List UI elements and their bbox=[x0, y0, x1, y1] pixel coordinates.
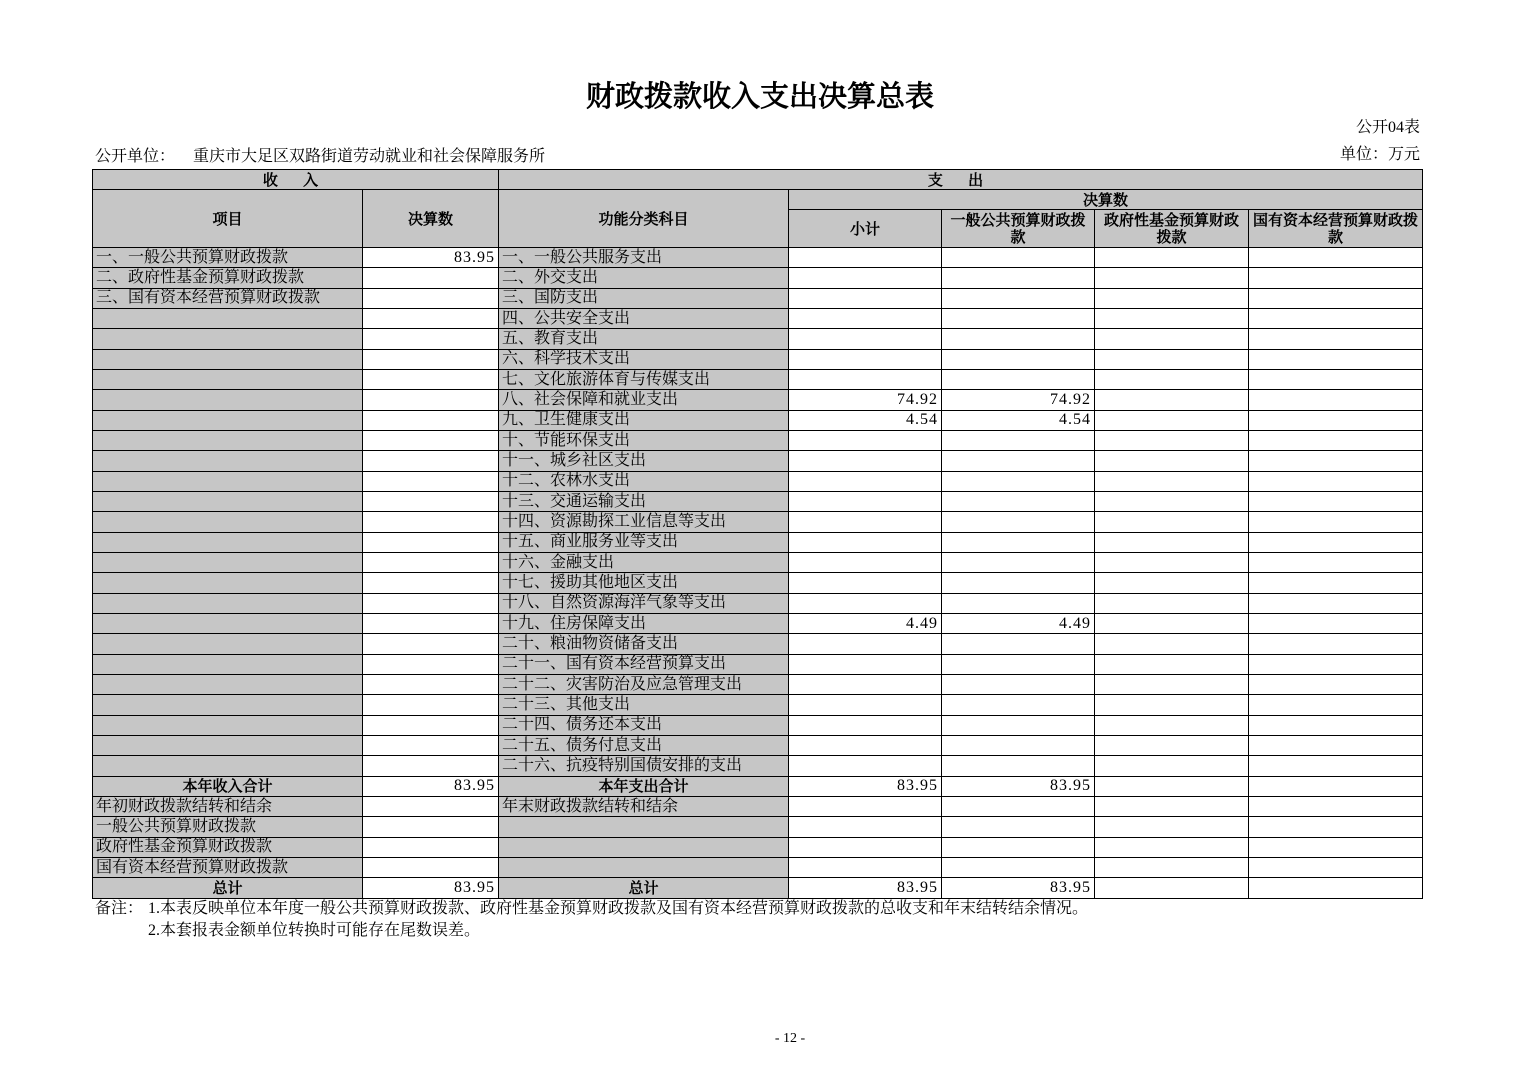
expense-subtotal bbox=[789, 695, 942, 715]
expense-subtotal bbox=[789, 654, 942, 674]
income-amount bbox=[363, 573, 499, 593]
income-total-label: 总计 bbox=[93, 878, 363, 898]
expense-subtotal bbox=[789, 369, 942, 389]
expense-total-label: 总计 bbox=[499, 878, 789, 898]
income-amount bbox=[363, 735, 499, 755]
income-item bbox=[93, 532, 363, 552]
expense-subtotal bbox=[789, 288, 942, 308]
carry-item-value bbox=[1249, 857, 1423, 877]
income-amount bbox=[363, 451, 499, 471]
expense-subtotal bbox=[789, 491, 942, 511]
expense-state bbox=[1249, 552, 1423, 572]
general-header: 一般公共预算财政拨款 bbox=[942, 210, 1095, 248]
table-row bbox=[93, 349, 1423, 369]
income-amount bbox=[363, 613, 499, 633]
page-number: - 12 - bbox=[774, 1031, 806, 1046]
expense-subtotal: 74.92 bbox=[789, 390, 942, 410]
expense-fund bbox=[1095, 613, 1249, 633]
expense-general bbox=[942, 329, 1095, 349]
expense-total-subtotal: 83.95 bbox=[789, 878, 942, 898]
expense-subtotal bbox=[789, 735, 942, 755]
expense-state bbox=[1249, 695, 1423, 715]
expense-state bbox=[1249, 512, 1423, 532]
expense-subtotal bbox=[789, 248, 942, 268]
expense-general bbox=[942, 715, 1095, 735]
expense-general bbox=[942, 512, 1095, 532]
table-row bbox=[93, 695, 1423, 715]
expense-general bbox=[942, 674, 1095, 694]
expense-category: 三、国防支出 bbox=[499, 288, 789, 308]
item-header: 项目 bbox=[93, 190, 363, 248]
expense-fund bbox=[1095, 756, 1249, 776]
income-amount bbox=[363, 756, 499, 776]
expense-fund bbox=[1095, 735, 1249, 755]
income-amount bbox=[363, 674, 499, 694]
table-row bbox=[93, 593, 1423, 613]
income-amount bbox=[363, 308, 499, 328]
expense-general bbox=[942, 695, 1095, 715]
expense-general bbox=[942, 634, 1095, 654]
expense-fund bbox=[1095, 552, 1249, 572]
expense-state bbox=[1249, 471, 1423, 491]
expense-state bbox=[1249, 491, 1423, 511]
income-item bbox=[93, 593, 363, 613]
expense-state bbox=[1249, 654, 1423, 674]
expense-category: 六、科学技术支出 bbox=[499, 349, 789, 369]
income-amount bbox=[363, 695, 499, 715]
unit-name: 重庆市大足区双路街道劳动就业和社会保障服务所 bbox=[193, 148, 546, 165]
expense-general bbox=[942, 654, 1095, 674]
income-amount bbox=[363, 410, 499, 430]
carry-item-value bbox=[789, 837, 942, 857]
expense-category: 二十四、债务还本支出 bbox=[499, 715, 789, 735]
carry-income-amount bbox=[363, 796, 499, 816]
expense-fund bbox=[1095, 532, 1249, 552]
table-row bbox=[93, 329, 1423, 349]
carry-income-label: 年初财政拨款结转和结余 bbox=[93, 796, 363, 816]
table-row bbox=[93, 491, 1423, 511]
expense-fund bbox=[1095, 329, 1249, 349]
expense-general bbox=[942, 532, 1095, 552]
income-total-amount: 83.95 bbox=[363, 878, 499, 898]
expense-category: 十六、金融支出 bbox=[499, 552, 789, 572]
expense-state bbox=[1249, 613, 1423, 633]
table-row bbox=[93, 308, 1423, 328]
income-amount bbox=[363, 512, 499, 532]
expense-general bbox=[942, 430, 1095, 450]
expense-subtotal bbox=[789, 715, 942, 735]
income-item bbox=[93, 349, 363, 369]
expense-fund bbox=[1095, 268, 1249, 288]
income-amount bbox=[363, 715, 499, 735]
carry-over-row bbox=[93, 796, 1423, 816]
currency-unit: 单位：万元 bbox=[1339, 146, 1420, 163]
expense-category: 十八、自然资源海洋气象等支出 bbox=[499, 593, 789, 613]
income-total-label: 本年收入合计 bbox=[93, 776, 363, 796]
expense-total-state bbox=[1249, 878, 1423, 898]
table-row bbox=[93, 512, 1423, 532]
table-row bbox=[93, 369, 1423, 389]
expense-general bbox=[942, 471, 1095, 491]
expense-fund bbox=[1095, 491, 1249, 511]
expense-general bbox=[942, 451, 1095, 471]
page-title: 财政拨款收入支出决算总表 bbox=[585, 81, 934, 113]
table-row bbox=[93, 471, 1423, 491]
carry-item-value bbox=[1095, 817, 1249, 837]
carry-expense-value bbox=[1095, 796, 1249, 816]
expense-category: 十一、城乡社区支出 bbox=[499, 451, 789, 471]
income-amount bbox=[363, 268, 499, 288]
expense-subtotal bbox=[789, 552, 942, 572]
final-group-header: 决算数 bbox=[789, 190, 1423, 210]
carry-over-item-row bbox=[93, 857, 1423, 877]
table-row bbox=[93, 268, 1423, 288]
subtotal-header: 小计 bbox=[789, 210, 942, 248]
income-amount bbox=[363, 349, 499, 369]
income-item bbox=[93, 430, 363, 450]
expense-subtotal bbox=[789, 634, 942, 654]
expense-subtotal bbox=[789, 593, 942, 613]
expense-category: 十九、住房保障支出 bbox=[499, 613, 789, 633]
table-row bbox=[93, 613, 1423, 633]
table-row bbox=[93, 573, 1423, 593]
expense-category: 十三、交通运输支出 bbox=[499, 491, 789, 511]
income-item bbox=[93, 634, 363, 654]
income-item: 一、一般公共预算财政拨款 bbox=[93, 248, 363, 268]
carry-item-value bbox=[1249, 817, 1423, 837]
expense-general bbox=[942, 369, 1095, 389]
expense-fund bbox=[1095, 288, 1249, 308]
expense-fund bbox=[1095, 593, 1249, 613]
expense-fund bbox=[1095, 695, 1249, 715]
income-amount bbox=[363, 471, 499, 491]
income-header: 收 入 bbox=[93, 170, 499, 190]
expense-total-fund bbox=[1095, 776, 1249, 796]
table-row bbox=[93, 390, 1423, 410]
expense-category: 十七、援助其他地区支出 bbox=[499, 573, 789, 593]
expense-fund bbox=[1095, 634, 1249, 654]
carry-item-value bbox=[1249, 837, 1423, 857]
expense-category: 二十一、国有资本经营预算支出 bbox=[499, 654, 789, 674]
expense-state bbox=[1249, 268, 1423, 288]
expense-total-general: 83.95 bbox=[942, 878, 1095, 898]
expense-state bbox=[1249, 430, 1423, 450]
carry-item-category bbox=[499, 837, 789, 857]
unit-label: 公开单位： bbox=[95, 148, 176, 165]
expense-category: 二十五、债务付息支出 bbox=[499, 735, 789, 755]
income-item bbox=[93, 451, 363, 471]
carry-item-value bbox=[789, 857, 942, 877]
expense-fund bbox=[1095, 471, 1249, 491]
table-row bbox=[93, 451, 1423, 471]
expense-general bbox=[942, 268, 1095, 288]
income-item bbox=[93, 674, 363, 694]
table-body bbox=[93, 248, 1423, 899]
expense-category: 八、社会保障和就业支出 bbox=[499, 390, 789, 410]
notes-label: 备注： bbox=[95, 900, 144, 917]
carry-item-value bbox=[1095, 837, 1249, 857]
expense-state bbox=[1249, 410, 1423, 430]
table-row bbox=[93, 756, 1423, 776]
table-row bbox=[93, 532, 1423, 552]
expense-state bbox=[1249, 451, 1423, 471]
expense-state bbox=[1249, 573, 1423, 593]
income-item bbox=[93, 471, 363, 491]
expense-fund bbox=[1095, 410, 1249, 430]
table-row bbox=[93, 674, 1423, 694]
expense-general bbox=[942, 308, 1095, 328]
expense-subtotal bbox=[789, 451, 942, 471]
expense-subtotal bbox=[789, 349, 942, 369]
amount-header: 决算数 bbox=[363, 190, 499, 248]
carry-item-value bbox=[942, 817, 1095, 837]
income-amount bbox=[363, 593, 499, 613]
table-row bbox=[93, 410, 1423, 430]
expense-subtotal bbox=[789, 329, 942, 349]
state-header: 国有资本经营预算财政拨款 bbox=[1249, 210, 1423, 248]
expense-total-label: 本年支出合计 bbox=[499, 776, 789, 796]
income-amount bbox=[363, 552, 499, 572]
expense-subtotal: 4.49 bbox=[789, 613, 942, 633]
carry-over-item-row bbox=[93, 837, 1423, 857]
expense-fund bbox=[1095, 430, 1249, 450]
expense-subtotal bbox=[789, 471, 942, 491]
income-item bbox=[93, 390, 363, 410]
income-item bbox=[93, 654, 363, 674]
expense-state bbox=[1249, 593, 1423, 613]
income-amount bbox=[363, 654, 499, 674]
fund-header: 政府性基金预算财政拨款 bbox=[1095, 210, 1249, 248]
expense-category: 十、节能环保支出 bbox=[499, 430, 789, 450]
expense-state bbox=[1249, 715, 1423, 735]
income-total-amount: 83.95 bbox=[363, 776, 499, 796]
expense-general bbox=[942, 735, 1095, 755]
expense-general bbox=[942, 491, 1095, 511]
table-row bbox=[93, 634, 1423, 654]
expense-general bbox=[942, 552, 1095, 572]
table-header bbox=[93, 170, 1423, 248]
expense-state bbox=[1249, 634, 1423, 654]
expense-subtotal bbox=[789, 268, 942, 288]
expense-state bbox=[1249, 756, 1423, 776]
income-item bbox=[93, 369, 363, 389]
carry-item-amount bbox=[363, 837, 499, 857]
expense-fund bbox=[1095, 308, 1249, 328]
expense-general: 4.54 bbox=[942, 410, 1095, 430]
expense-general bbox=[942, 593, 1095, 613]
income-item bbox=[93, 491, 363, 511]
income-amount bbox=[363, 532, 499, 552]
expense-general bbox=[942, 248, 1095, 268]
expense-state bbox=[1249, 288, 1423, 308]
table-row bbox=[93, 430, 1423, 450]
carry-item-label: 一般公共预算财政拨款 bbox=[93, 817, 363, 837]
carry-expense-value bbox=[942, 796, 1095, 816]
expense-general bbox=[942, 288, 1095, 308]
expense-state bbox=[1249, 532, 1423, 552]
expense-category: 二、外交支出 bbox=[499, 268, 789, 288]
expense-category: 四、公共安全支出 bbox=[499, 308, 789, 328]
expense-general bbox=[942, 756, 1095, 776]
expense-subtotal bbox=[789, 532, 942, 552]
financial-summary-table bbox=[92, 169, 1423, 899]
income-item bbox=[93, 715, 363, 735]
income-item bbox=[93, 308, 363, 328]
expense-category: 一、一般公共服务支出 bbox=[499, 248, 789, 268]
expense-fund bbox=[1095, 573, 1249, 593]
carry-item-category bbox=[499, 857, 789, 877]
expense-general: 74.92 bbox=[942, 390, 1095, 410]
income-item bbox=[93, 756, 363, 776]
income-amount bbox=[363, 430, 499, 450]
expense-fund bbox=[1095, 715, 1249, 735]
expense-fund bbox=[1095, 674, 1249, 694]
table-row bbox=[93, 288, 1423, 308]
expense-fund bbox=[1095, 390, 1249, 410]
income-amount bbox=[363, 634, 499, 654]
table-row bbox=[93, 715, 1423, 735]
expense-state bbox=[1249, 329, 1423, 349]
income-amount bbox=[363, 491, 499, 511]
expense-category: 二十二、灾害防治及应急管理支出 bbox=[499, 674, 789, 694]
income-amount bbox=[363, 369, 499, 389]
income-amount: 83.95 bbox=[363, 248, 499, 268]
carry-item-label: 政府性基金预算财政拨款 bbox=[93, 837, 363, 857]
expense-state bbox=[1249, 349, 1423, 369]
expense-fund bbox=[1095, 349, 1249, 369]
expense-subtotal bbox=[789, 308, 942, 328]
income-amount bbox=[363, 288, 499, 308]
expense-category: 二十三、其他支出 bbox=[499, 695, 789, 715]
category-header: 功能分类科目 bbox=[499, 190, 789, 248]
table-number: 公开04表 bbox=[1355, 119, 1420, 136]
expense-fund bbox=[1095, 512, 1249, 532]
income-amount bbox=[363, 329, 499, 349]
carry-item-label: 国有资本经营预算财政拨款 bbox=[93, 857, 363, 877]
year-total-row bbox=[93, 776, 1423, 796]
expense-state bbox=[1249, 248, 1423, 268]
expense-fund bbox=[1095, 654, 1249, 674]
expense-fund bbox=[1095, 451, 1249, 471]
income-item bbox=[93, 512, 363, 532]
note-2: 2.本套报表金额单位转换时可能存在尾数误差。 bbox=[148, 922, 481, 939]
expense-state bbox=[1249, 308, 1423, 328]
expense-fund bbox=[1095, 248, 1249, 268]
carry-over-item-row bbox=[93, 817, 1423, 837]
carry-expense-value bbox=[1249, 796, 1423, 816]
income-item bbox=[93, 695, 363, 715]
carry-expense-value bbox=[789, 796, 942, 816]
expense-category: 十四、资源勘探工业信息等支出 bbox=[499, 512, 789, 532]
income-item: 三、国有资本经营预算财政拨款 bbox=[93, 288, 363, 308]
table-row bbox=[93, 735, 1423, 755]
carry-item-amount bbox=[363, 817, 499, 837]
table-row bbox=[93, 654, 1423, 674]
income-item bbox=[93, 613, 363, 633]
carry-item-value bbox=[789, 817, 942, 837]
income-item: 二、政府性基金预算财政拨款 bbox=[93, 268, 363, 288]
expense-subtotal bbox=[789, 512, 942, 532]
expense-subtotal bbox=[789, 573, 942, 593]
expense-total-fund bbox=[1095, 878, 1249, 898]
expense-category: 五、教育支出 bbox=[499, 329, 789, 349]
expense-category: 九、卫生健康支出 bbox=[499, 410, 789, 430]
expense-category: 七、文化旅游体育与传媒支出 bbox=[499, 369, 789, 389]
expense-category: 十五、商业服务业等支出 bbox=[499, 532, 789, 552]
carry-item-value bbox=[942, 857, 1095, 877]
expense-fund bbox=[1095, 369, 1249, 389]
expense-general bbox=[942, 349, 1095, 369]
expense-subtotal: 4.54 bbox=[789, 410, 942, 430]
income-item bbox=[93, 552, 363, 572]
expense-subtotal bbox=[789, 674, 942, 694]
note-1: 1.本表反映单位本年度一般公共预算财政拨款、政府性基金预算财政拨款及国有资本经营预算财政拨款的总收支和年末结转结余情况。 bbox=[148, 900, 1089, 917]
expense-category: 二十六、抗疫特别国债安排的支出 bbox=[499, 756, 789, 776]
table-row bbox=[93, 248, 1423, 268]
expense-state bbox=[1249, 369, 1423, 389]
expense-subtotal bbox=[789, 756, 942, 776]
expense-state bbox=[1249, 674, 1423, 694]
expense-general: 4.49 bbox=[942, 613, 1095, 633]
income-item bbox=[93, 573, 363, 593]
table-row bbox=[93, 552, 1423, 572]
expense-total-subtotal: 83.95 bbox=[789, 776, 942, 796]
carry-expense-label: 年末财政拨款结转和结余 bbox=[499, 796, 789, 816]
carry-item-amount bbox=[363, 857, 499, 877]
expense-state bbox=[1249, 735, 1423, 755]
income-item bbox=[93, 410, 363, 430]
carry-item-value bbox=[942, 837, 1095, 857]
expense-total-state bbox=[1249, 776, 1423, 796]
expense-subtotal bbox=[789, 430, 942, 450]
carry-item-category bbox=[499, 817, 789, 837]
income-amount bbox=[363, 390, 499, 410]
income-item bbox=[93, 735, 363, 755]
carry-item-value bbox=[1095, 857, 1249, 877]
grand-total-row bbox=[93, 878, 1423, 898]
expense-general bbox=[942, 573, 1095, 593]
income-item bbox=[93, 329, 363, 349]
expense-category: 十二、农林水支出 bbox=[499, 471, 789, 491]
expense-category: 二十、粮油物资储备支出 bbox=[499, 634, 789, 654]
expense-state bbox=[1249, 390, 1423, 410]
expense-total-general: 83.95 bbox=[942, 776, 1095, 796]
expense-header: 支 出 bbox=[499, 170, 1423, 190]
